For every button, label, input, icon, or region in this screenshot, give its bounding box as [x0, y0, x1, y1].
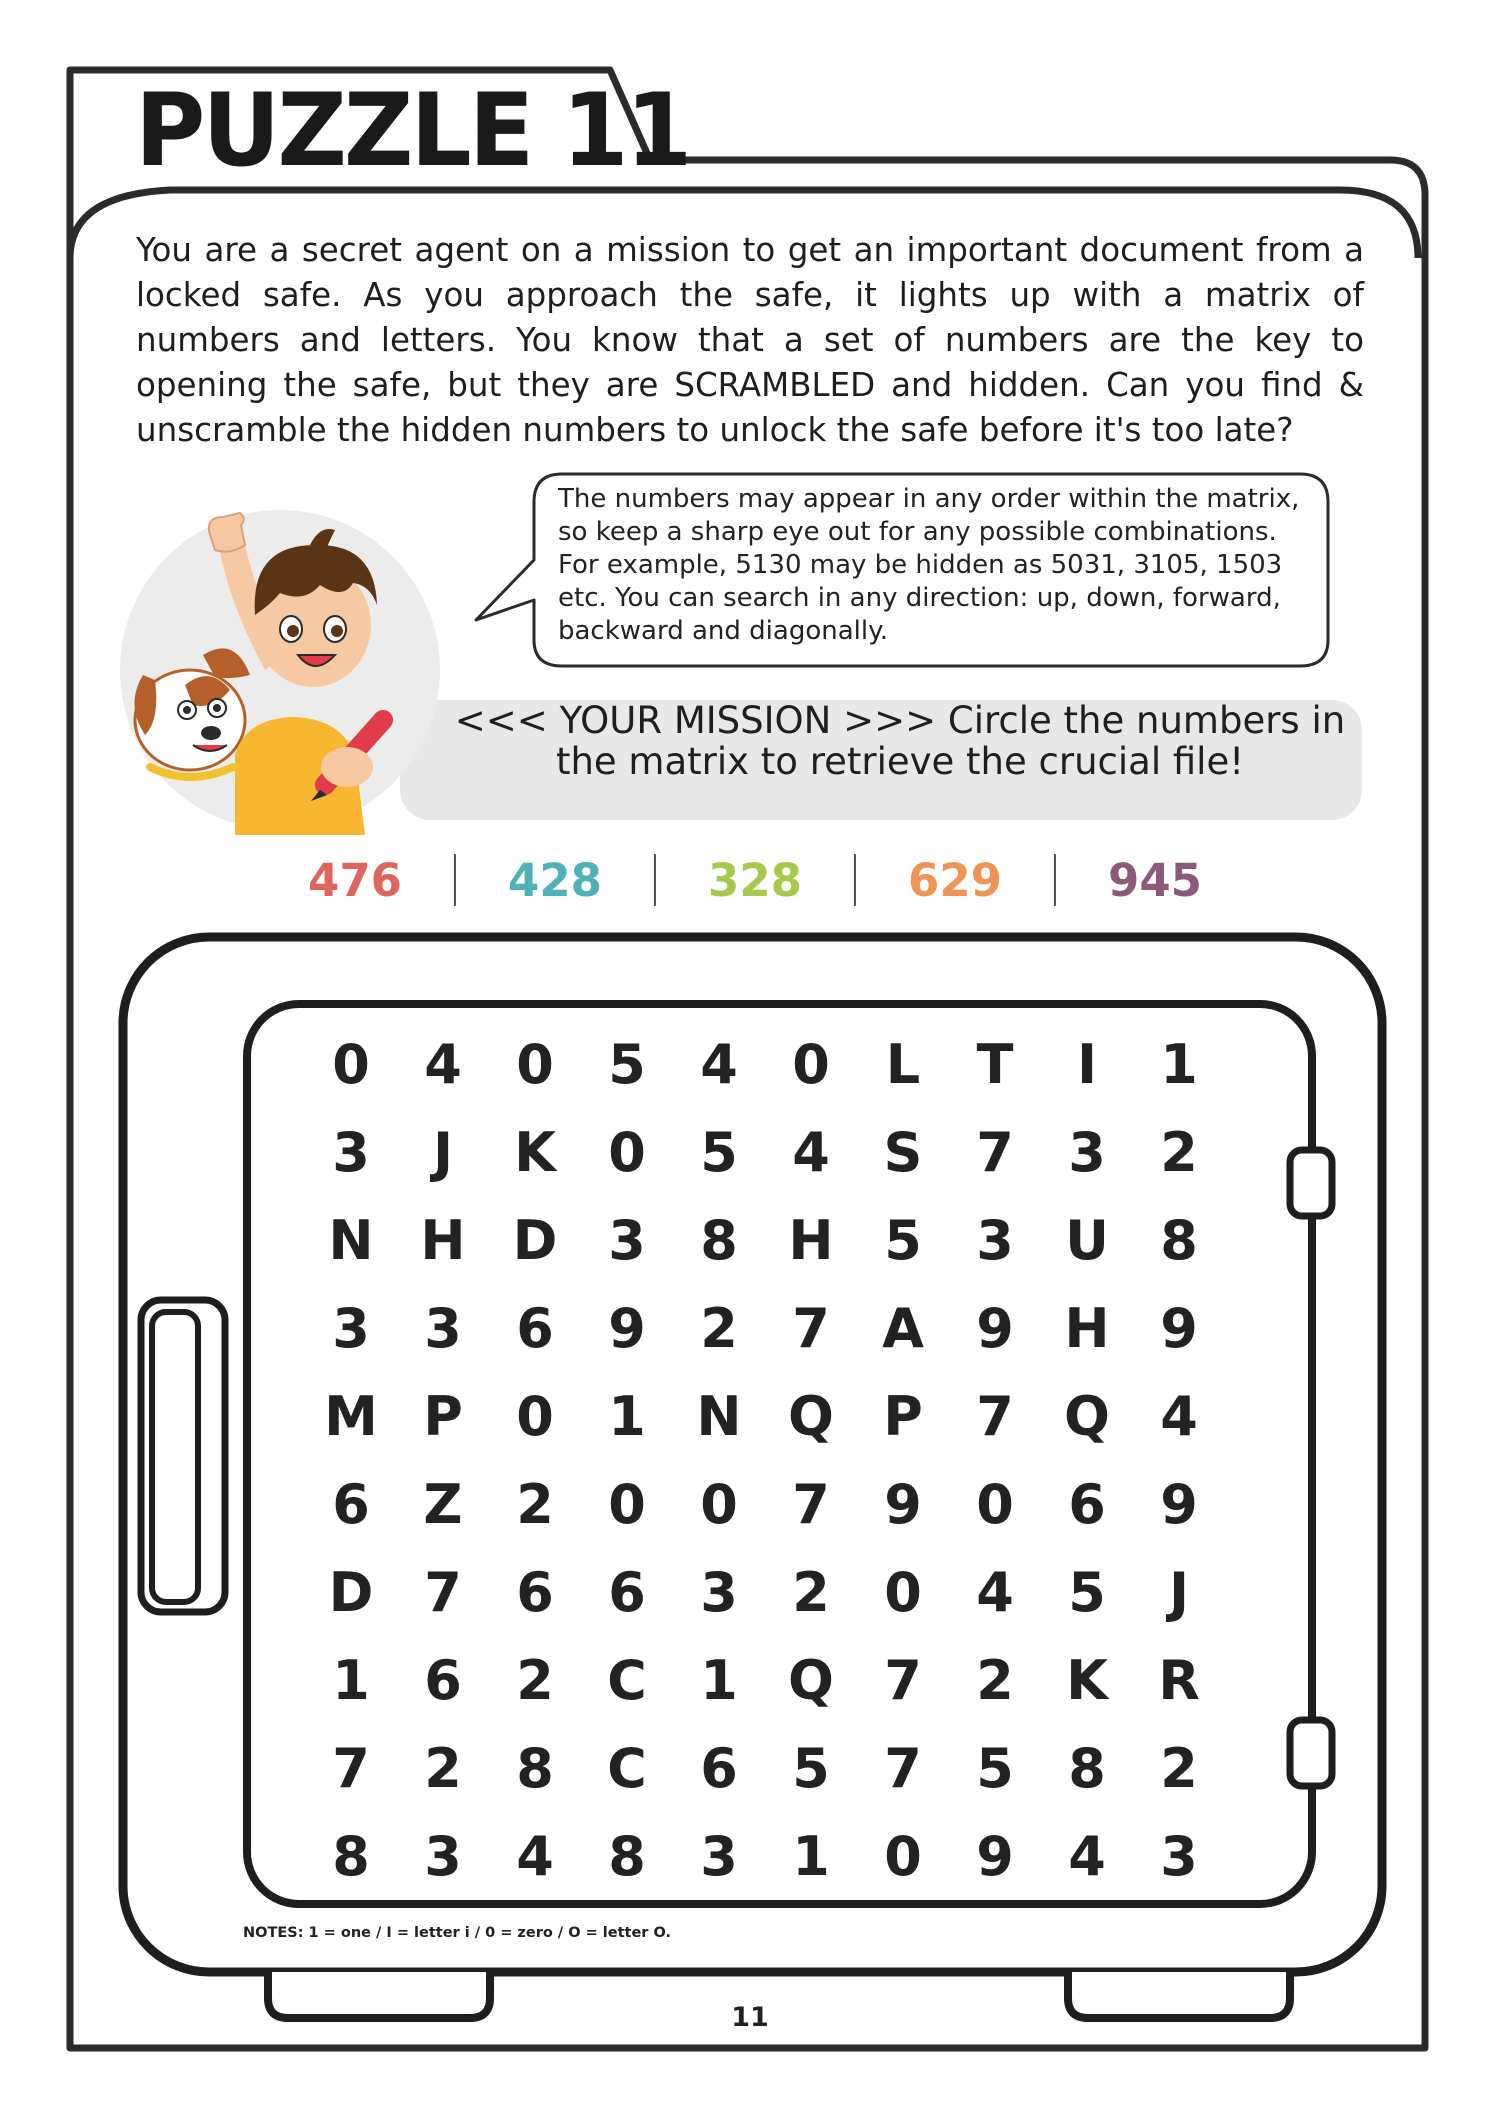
matrix-cell[interactable]: L — [885, 1032, 921, 1096]
matrix-cell[interactable]: 0 — [608, 1120, 646, 1184]
matrix-cell[interactable]: D — [512, 1208, 558, 1272]
intro-paragraph: You are a secret agent on a mission to get an important document from a locked safe. As you approach the safe, it lights up with a matrix of numbers and letters. You know that a set of numbers are the key to opening the safe, but they are SCRAMBLED and hidden. Can you find & unscramble the hidden numbers to unlock the safe before it's too late? — [136, 231, 1364, 449]
matrix-cell[interactable]: H — [1064, 1296, 1110, 1360]
matrix-cell[interactable]: 5 — [976, 1736, 1014, 1800]
matrix-cell[interactable]: 6 — [424, 1648, 462, 1712]
matrix-cell[interactable]: 4 — [700, 1032, 738, 1096]
matrix-cell[interactable]: 8 — [1068, 1736, 1106, 1800]
matrix-cell[interactable]: 7 — [884, 1736, 922, 1800]
target-number[interactable]: 476 — [308, 853, 402, 907]
matrix-cell[interactable]: 2 — [1160, 1120, 1198, 1184]
matrix-cell[interactable]: Q — [1064, 1384, 1110, 1448]
page-number: 11 — [731, 2002, 769, 2033]
safe-foot-left — [268, 1972, 490, 2018]
matrix-cell[interactable]: 5 — [884, 1208, 922, 1272]
matrix-cell[interactable]: 2 — [516, 1648, 554, 1712]
matrix-cell[interactable]: K — [1066, 1648, 1108, 1712]
matrix-cell[interactable]: 2 — [1160, 1736, 1198, 1800]
safe-handle-front — [152, 1312, 198, 1602]
matrix-cell[interactable]: 2 — [516, 1472, 554, 1536]
matrix-cell[interactable]: 7 — [792, 1472, 830, 1536]
matrix-cell[interactable]: R — [1158, 1648, 1200, 1712]
notes-text: NOTES: 1 = one / I = letter i / 0 = zero / O = letter O. — [243, 1925, 671, 1941]
matrix-cell[interactable]: 9 — [884, 1472, 922, 1536]
safe-foot-right — [1068, 1972, 1290, 2018]
matrix-cell[interactable]: 6 — [700, 1736, 738, 1800]
matrix-cell[interactable]: 3 — [424, 1296, 462, 1360]
matrix-cell[interactable]: 3 — [1068, 1120, 1106, 1184]
matrix-cell[interactable]: 7 — [424, 1560, 462, 1624]
target-number[interactable]: 428 — [508, 853, 602, 907]
matrix-cell[interactable]: 9 — [608, 1296, 646, 1360]
matrix-cell[interactable]: 8 — [608, 1824, 646, 1888]
mission-text: <<< YOUR MISSION >>> Circle the numbers in the matrix to retrieve the crucial file! — [454, 699, 1346, 783]
target-number[interactable]: 629 — [908, 853, 1002, 907]
matrix-cell[interactable]: 5 — [1068, 1560, 1106, 1624]
matrix-cell[interactable]: N — [328, 1208, 374, 1272]
page-title: PUZZLE 11 — [135, 71, 690, 190]
matrix-cell[interactable]: 0 — [700, 1472, 738, 1536]
matrix-cell[interactable]: H — [420, 1208, 466, 1272]
matrix-cell[interactable]: 1 — [608, 1384, 646, 1448]
matrix-cell[interactable]: 0 — [516, 1384, 554, 1448]
matrix-cell[interactable]: 5 — [700, 1120, 738, 1184]
matrix-cell[interactable]: 8 — [700, 1208, 738, 1272]
matrix-cell[interactable]: 5 — [608, 1032, 646, 1096]
matrix-cell[interactable]: J — [432, 1120, 454, 1184]
matrix-cell[interactable]: N — [696, 1384, 742, 1448]
matrix-cell[interactable]: 2 — [792, 1560, 830, 1624]
matrix-cell[interactable]: 4 — [1068, 1824, 1106, 1888]
matrix-cell[interactable]: P — [423, 1384, 463, 1448]
matrix-cell[interactable]: 1 — [1160, 1032, 1198, 1096]
hinge-bottom — [1290, 1720, 1332, 1786]
target-numbers — [255, 850, 1255, 910]
matrix-cell[interactable]: 4 — [516, 1824, 554, 1888]
matrix-cell[interactable]: 1 — [792, 1824, 830, 1888]
matrix-cell[interactable]: 8 — [516, 1736, 554, 1800]
matrix-cell[interactable]: 7 — [976, 1384, 1014, 1448]
target-number[interactable]: 328 — [708, 853, 802, 907]
matrix-cell[interactable]: 3 — [700, 1824, 738, 1888]
matrix-cell[interactable]: S — [883, 1120, 923, 1184]
matrix-cell[interactable]: 0 — [516, 1032, 554, 1096]
matrix-cell[interactable]: 7 — [884, 1648, 922, 1712]
matrix-cell[interactable]: 8 — [332, 1824, 370, 1888]
matrix-cell[interactable]: 3 — [1160, 1824, 1198, 1888]
matrix-cell[interactable]: 9 — [1160, 1472, 1198, 1536]
matrix-cell[interactable]: T — [976, 1032, 1014, 1096]
matrix-cell[interactable]: 7 — [976, 1120, 1014, 1184]
matrix-cell[interactable]: C — [607, 1736, 647, 1800]
matrix-cell[interactable]: U — [1065, 1208, 1109, 1272]
matrix-cell[interactable]: 7 — [332, 1736, 370, 1800]
matrix-cell[interactable]: 8 — [1160, 1208, 1198, 1272]
matrix-cell[interactable]: 0 — [884, 1824, 922, 1888]
matrix-cell[interactable]: 2 — [424, 1736, 462, 1800]
matrix-cell[interactable]: 5 — [792, 1736, 830, 1800]
matrix-cell[interactable]: 7 — [792, 1296, 830, 1360]
matrix-cell[interactable]: M — [324, 1384, 378, 1448]
matrix-cell[interactable]: 3 — [332, 1296, 370, 1360]
matrix-cell[interactable]: Q — [788, 1384, 834, 1448]
hinge-top — [1290, 1150, 1332, 1216]
matrix-cell[interactable]: 9 — [1160, 1296, 1198, 1360]
matrix-cell[interactable]: K — [514, 1120, 556, 1184]
matrix-cell[interactable]: 2 — [700, 1296, 738, 1360]
matrix-cell[interactable]: 3 — [424, 1824, 462, 1888]
matrix-cell[interactable]: A — [882, 1296, 924, 1360]
matrix-cell[interactable]: 3 — [332, 1120, 370, 1184]
matrix-cell[interactable]: 3 — [976, 1208, 1014, 1272]
matrix-cell[interactable]: 6 — [608, 1560, 646, 1624]
matrix-cell[interactable]: Z — [423, 1472, 463, 1536]
matrix-cell[interactable]: 9 — [976, 1824, 1014, 1888]
matrix-cell[interactable]: 3 — [608, 1208, 646, 1272]
matrix-cell[interactable]: P — [883, 1384, 923, 1448]
target-number[interactable]: 945 — [1108, 853, 1202, 907]
matrix-cell[interactable]: 6 — [516, 1296, 554, 1360]
matrix-cell[interactable]: 2 — [976, 1648, 1014, 1712]
matrix-cell[interactable]: 0 — [884, 1560, 922, 1624]
matrix-cell[interactable]: 0 — [792, 1032, 830, 1096]
matrix-cell[interactable]: 4 — [1160, 1384, 1198, 1448]
matrix-cell[interactable]: 0 — [976, 1472, 1014, 1536]
matrix-cell[interactable]: C — [607, 1648, 647, 1712]
matrix-cell[interactable]: 6 — [516, 1560, 554, 1624]
matrix-cell[interactable]: 6 — [332, 1472, 370, 1536]
matrix-cell[interactable]: 1 — [700, 1648, 738, 1712]
matrix-cell[interactable]: 9 — [976, 1296, 1014, 1360]
matrix-cell[interactable]: H — [788, 1208, 834, 1272]
matrix-cell[interactable]: D — [328, 1560, 374, 1624]
character-illustration — [115, 505, 445, 835]
matrix-cell[interactable]: 0 — [608, 1472, 646, 1536]
speech-bubble-text: The numbers may appear in any order within the matrix, so keep a sharp eye out for any possible combinations. For example, 5130 may be hidden as 5031, 3105, 1503 etc. You can search in any direction: up, down, forward, backward and diagonally. — [558, 484, 1300, 646]
matrix-cell[interactable]: 4 — [976, 1560, 1014, 1624]
matrix-cell[interactable]: 6 — [1068, 1472, 1106, 1536]
matrix-cell[interactable]: J — [1168, 1560, 1190, 1624]
letter-number-matrix — [305, 1020, 1225, 1900]
matrix-cell[interactable]: 4 — [424, 1032, 462, 1096]
matrix-cell[interactable]: Q — [788, 1648, 834, 1712]
matrix-cell[interactable]: 1 — [332, 1648, 370, 1712]
matrix-cell[interactable]: I — [1076, 1032, 1098, 1096]
matrix-cell[interactable]: 0 — [332, 1032, 370, 1096]
matrix-cell[interactable]: 3 — [700, 1560, 738, 1624]
matrix-cell[interactable]: 4 — [792, 1120, 830, 1184]
